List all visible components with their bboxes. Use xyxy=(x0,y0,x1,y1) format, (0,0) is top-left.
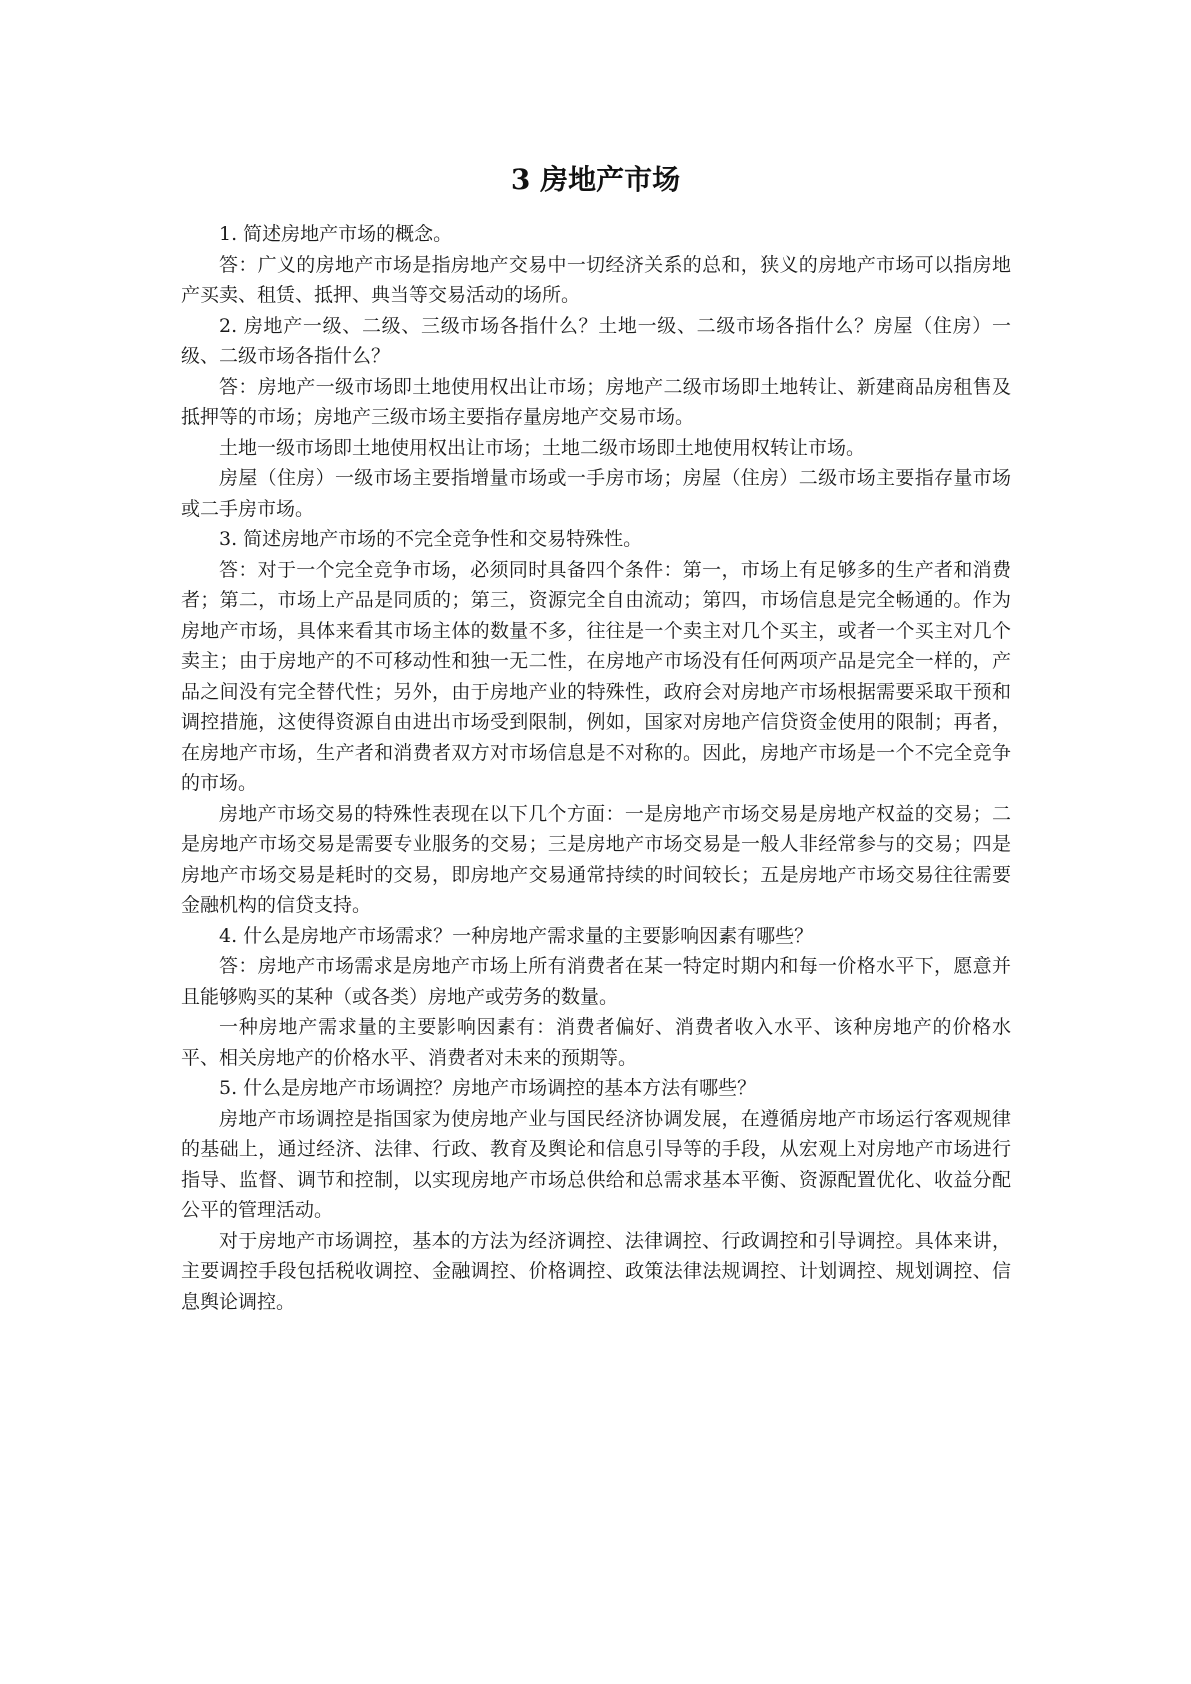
answer-4-part-1: 答：房地产市场需求是房地产市场上所有消费者在某一特定时期内和每一价格水平下，愿意并且能够购买的某种（或各类）房地产或劳务的数量。 xyxy=(181,955,1011,1008)
question-2: 2. 房地产一级、二级、三级市场各指什么？土地一级、二级市场各指什么？房屋（住房）一级、二级市场各指什么？ xyxy=(181,314,1011,367)
answer-2-part-3: 房屋（住房）一级市场主要指增量市场或一手房市场；房屋（住房）二级市场主要指存量市场或二手房市场。 xyxy=(181,467,1011,520)
answer-3-part-1: 答：对于一个完全竞争市场，必须同时具备四个条件：第一，市场上有足够多的生产者和消费者；第二，市场上产品是同质的；第三，资源完全自由流动；第四，市场信息是完全畅通的。作为房地产市场，具体来看其市场主体的数量不多，往往是一个卖主对几个买主，或者一个买主对几个卖主；由于房地产的不可移动性和独一无二性，在房地产市场没有任何两项产品是完全一样的，产品之间没有完全替代性；另外，由于房地产业的特殊性，政府会对房地产市场根据需要采取干预和调控措施，这使得资源自由进出市场受到限制，例如，国家对房地产信贷资金使用的限制；再者，在房地产市场，生产者和消费者双方对市场信息是不对称的。因此，房地产市场是一个不完全竞争的市场。 xyxy=(181,558,1011,794)
chapter-title: 3 房地产市场 xyxy=(510,163,681,196)
question-5: 5. 什么是房地产市场调控？房地产市场调控的基本方法有哪些？ xyxy=(219,1077,757,1099)
question-1: 1. 简述房地产市场的概念。 xyxy=(219,223,453,245)
answer-5-part-2: 对于房地产市场调控，基本的方法为经济调控、法律调控、行政调控和引导调控。具体来讲，主要调控手段包括税收调控、金融调控、价格调控、政策法律法规调控、计划调控、规划调控、信息舆论调控。 xyxy=(181,1229,1011,1313)
question-4: 4. 什么是房地产市场需求？一种房地产需求量的主要影响因素有哪些？ xyxy=(219,924,814,947)
document-body xyxy=(181,219,1011,1317)
answer-2-part-2: 土地一级市场即土地使用权出让市场；土地二级市场即土地使用权转让市场。 xyxy=(219,436,866,459)
question-3: 3. 简述房地产市场的不完全竞争性和交易特殊性。 xyxy=(219,528,643,550)
answer-2-part-1: 答：房地产一级市场即土地使用权出让市场；房地产二级市场即土地转让、新建商品房租售及抵押等的市场；房地产三级市场主要指存量房地产交易市场。 xyxy=(181,375,1011,428)
answer-4-part-2: 一种房地产需求量的主要影响因素有：消费者偏好、消费者收入水平、该种房地产的价格水平、相关房地产的价格水平、消费者对未来的预期等。 xyxy=(181,1016,1011,1069)
answer-3-part-2: 房地产市场交易的特殊性表现在以下几个方面：一是房地产市场交易是房地产权益的交易；二是房地产市场交易是需要专业服务的交易；三是房地产市场交易是一般人非经常参与的交易；四是房地产市场交易是耗时的交易，即房地产交易通常持续的时间较长；五是房地产市场交易往往需要金融机构的信贷支持。 xyxy=(181,802,1011,916)
answer-5-part-1: 房地产市场调控是指国家为使房地产业与国民经济协调发展，在遵循房地产市场运行客观规律的基础上，通过经济、法律、行政、教育及舆论和信息引导等的手段，从宏观上对房地产市场进行指导、监督、调节和控制，以实现房地产市场总供给和总需求基本平衡、资源配置优化、收益分配公平的管理活动。 xyxy=(181,1107,1011,1221)
answer-1: 答：广义的房地产市场是指房地产交易中一切经济关系的总和，狭义的房地产市场可以指房地产买卖、租赁、抵押、典当等交易活动的场所。 xyxy=(181,253,1011,306)
